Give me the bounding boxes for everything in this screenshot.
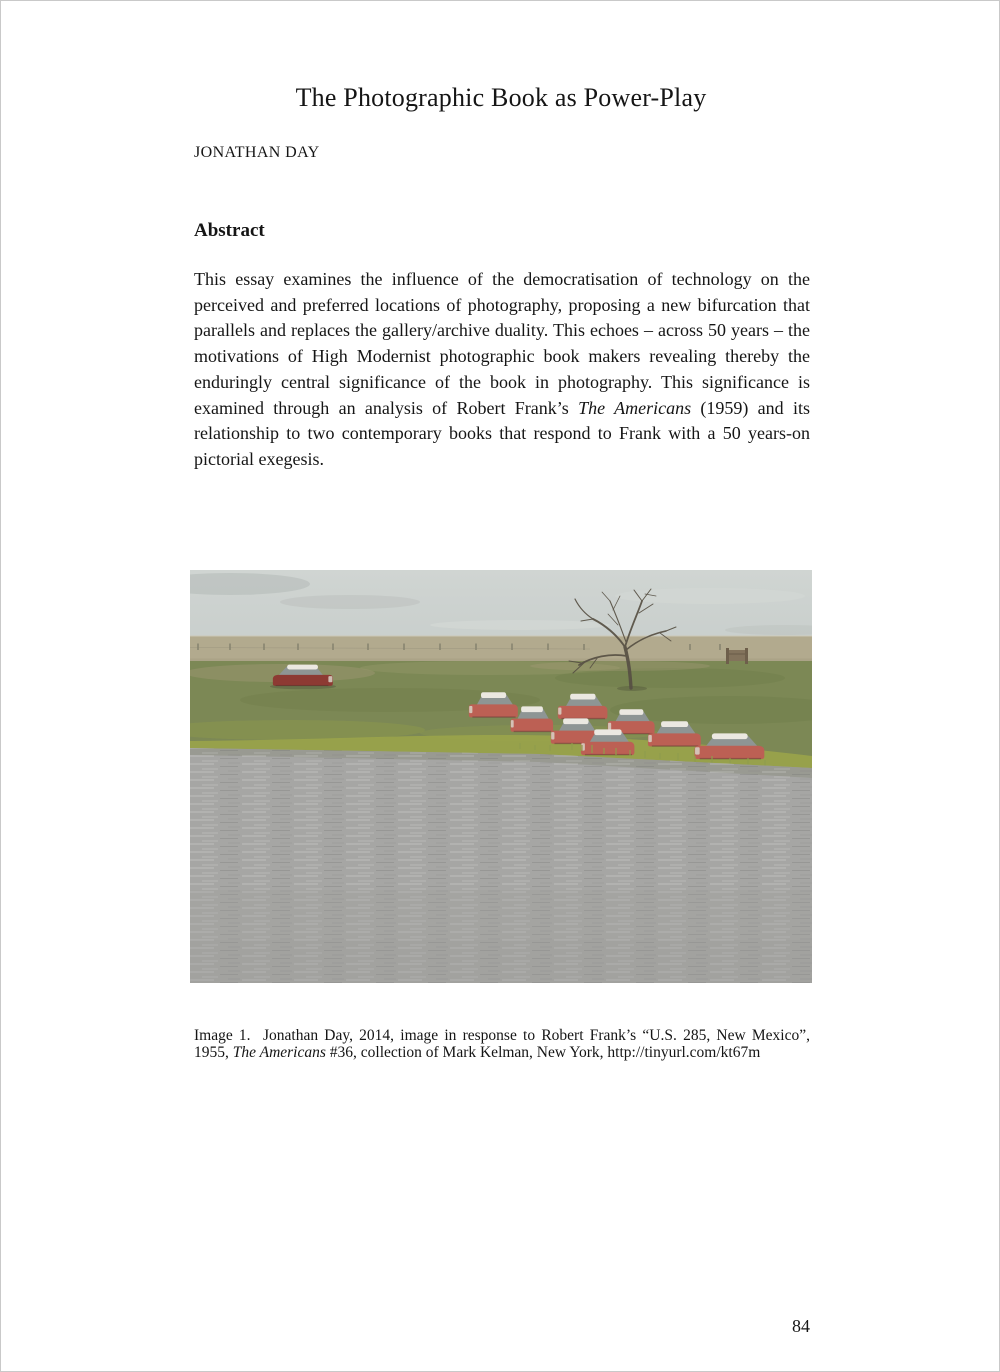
- flooded-cars-photo: [190, 570, 812, 983]
- figure-caption: [194, 1028, 810, 1062]
- grass-patch: [555, 668, 785, 688]
- abstract-heading: Abstract: [194, 220, 265, 241]
- page-number: 84: [792, 1316, 810, 1336]
- far-field-edge: [190, 659, 812, 662]
- abstract-text-part: This essay examines the influence of the democratisation of technology on the perceived and preferred locations of photography, proposing a new bifurcation that parallels and replaces the gallery/archive duality. This echoes – across 50 years – the motivations of High Modernist photographic book makers revealing thereby the enduringly central significance of the book in photography. This significance is examined through an analysis of Robert Frank’s: [194, 269, 810, 418]
- caption-text-part: Image 1. Jonathan Day, 2014, image in response to Robert Frank’s “U.S. 285, New Mexico”, 1955,: [194, 1027, 810, 1061]
- caption-text-part: #36, collection of Mark Kelman, New York, http://tinyurl.com/kt67m: [325, 1043, 761, 1061]
- abstract-text: [194, 267, 810, 473]
- cloud: [430, 620, 610, 630]
- paper-title: The Photographic Book as Power-Play: [295, 83, 707, 112]
- water-band: [190, 890, 812, 940]
- grass-patch: [530, 661, 710, 671]
- book-title-italic: The Americans: [232, 1043, 326, 1061]
- book-title-italic: The Americans: [578, 397, 692, 418]
- paper-author: JONATHAN DAY: [194, 144, 320, 161]
- cloud: [280, 595, 420, 609]
- cloud: [615, 588, 805, 604]
- figure-1: [190, 570, 812, 983]
- water-band: [190, 940, 812, 983]
- abstract-text-part: (1959) and its relationship to two contemporary books that respond to Frank with a 50 years-on pictorial exegesis.: [194, 397, 810, 469]
